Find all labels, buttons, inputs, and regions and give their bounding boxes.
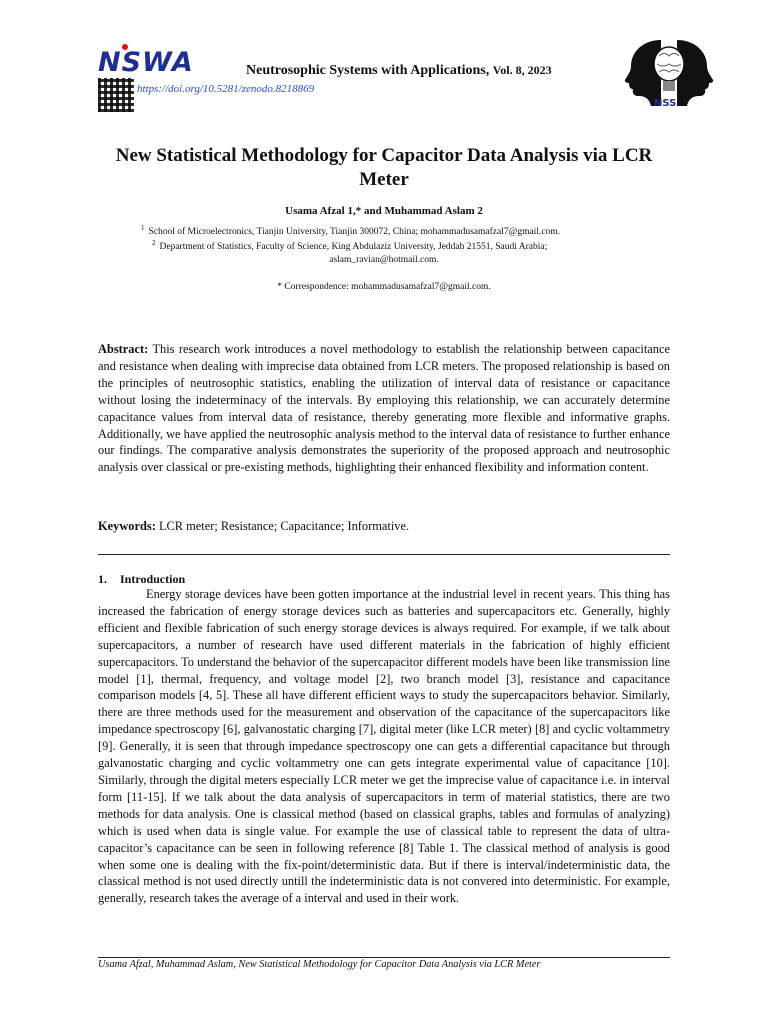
abstract (98, 341, 670, 476)
affiliation-1: $^1$ School of Microelectronics, Tianjin University, Tianjin 300072, China; mohammadusamafzal7@gmail.com. (141, 224, 561, 238)
journal-name: Neutrosophic Systems with Applications, Vol. 8, 2023 (246, 63, 552, 78)
footer-divider (98, 957, 670, 958)
running-footer: Usama Afzal, Muhammad Aslam, New Statistical Methodology for Capacitor Data Analysis via LCR Meter (98, 959, 541, 970)
journal-logo (98, 44, 194, 114)
keywords-label: Keywords: (98, 519, 156, 533)
affiliation-2-email: aslam_ravian@hotmail.com. (329, 255, 439, 265)
section-heading-introduction: 1. Introduction (98, 572, 186, 586)
abstract-text: This research work introduces a novel methodology to establish the relationship between capacitance and resistance when dealing with imprecise data obtained from LCR meters. The proposed relationship is based on the principles of neutrosophic statistics, enabling the utilization of interval data of resistance or capacitance without losing the indeterminacy of the intervals. By employing this relationship, we can accurately determine capacitance values from interval data of resistance, thereby generating more flexible and informative graphs. Additionally, we have applied the neutrosophic analysis method to the interval data of resistance to further enhance our findings. The comparative analysis demonstrates the superiority of the proposed approach and neutrosophic analysis over classical or pre-existing methods, highlighting their enhanced flexibility and information content. (98, 342, 670, 475)
nss-logo (621, 36, 717, 112)
affiliation-2: $^2$ Department of Statistics, Faculty of Science, King Abdulaziz University, Jeddah 21551, Saudi Arabia; (152, 239, 548, 253)
logo-text: NSWA (98, 47, 194, 78)
abstract-label: Abstract: (98, 342, 149, 356)
authors: Usama Afzal 1,* and Muhammad Aslam 2 (285, 205, 483, 217)
qr-code-icon (98, 78, 134, 112)
keywords (98, 519, 670, 534)
keywords-text: LCR meter; Resistance; Capacitance; Informative. (158, 519, 410, 533)
nss-logo-text: NSS (654, 98, 677, 109)
divider (98, 554, 670, 555)
doi-link[interactable]: https://doi.org/10.5281/zenodo.8218869 (137, 83, 315, 95)
correspondence: * Correspondence: mohammadusamafzal7@gmail.com. (277, 282, 491, 292)
paper-title: New Statistical Methodology for Capacitor Data Analysis via LCR Meter (115, 145, 653, 190)
introduction-body: Energy storage devices have been gotten importance at the industrial level in recent years. This thing has increased the fabrication of energy storage devices such as batteries and supercapacitors etc. Generally, highly efficient and flexible fabrication of such energy storage devices is always required. For example, if we talk about supercapacitors, a number of research have used different materials in the fabrication of highly efficient supercapacitors. To understand the behavior of the supercapacitor different models have been like transmission line model [1], thermal, frequency, and voltage model [2], two branch model [3], resistance and capacitance comparison models [4, 5]. These all have different efficient ways to study the supercapacitors behavior. Similarly, there are three methods used for the measurement and observation of the capacitance of the supercapacitors like impedance spectroscopy [6], galvanostatic charging [7], digital meter (like LCR meter) [8] and cyclic voltammetry [9]. Generally, it is seen that through impedance spectroscopy one can gets a differential capacitance but through galvanostatic charging and cyclic voltammetry one can gets integrate experimental value of capacitance [10]. Similarly, through the digital meters especially LCR meter we get the imprecise value of capacitance i.e. in interval form [11-15]. If we talk about the data analysis of supercapacitors in term of material statistics, there are two methods for data analysis. One is classical method (based on classical graphs, tables and formulas of analyzing) which is used when data is single value. For example the use of classical table to represent the data of ultra-capacitor’s capacitance can be seen in following reference [8] Table 1. The classical method of analysis is good when some one is dealing with the fix-point/deterministic data. But if there is interval/indeterministic data, the classical method is not used directly untill the indeterministic data is not convered into deterministic. For example, generally, research takes the average of a interval and used in their work. (98, 587, 670, 906)
journal-volume: Vol. 8, 2023 (492, 63, 552, 77)
